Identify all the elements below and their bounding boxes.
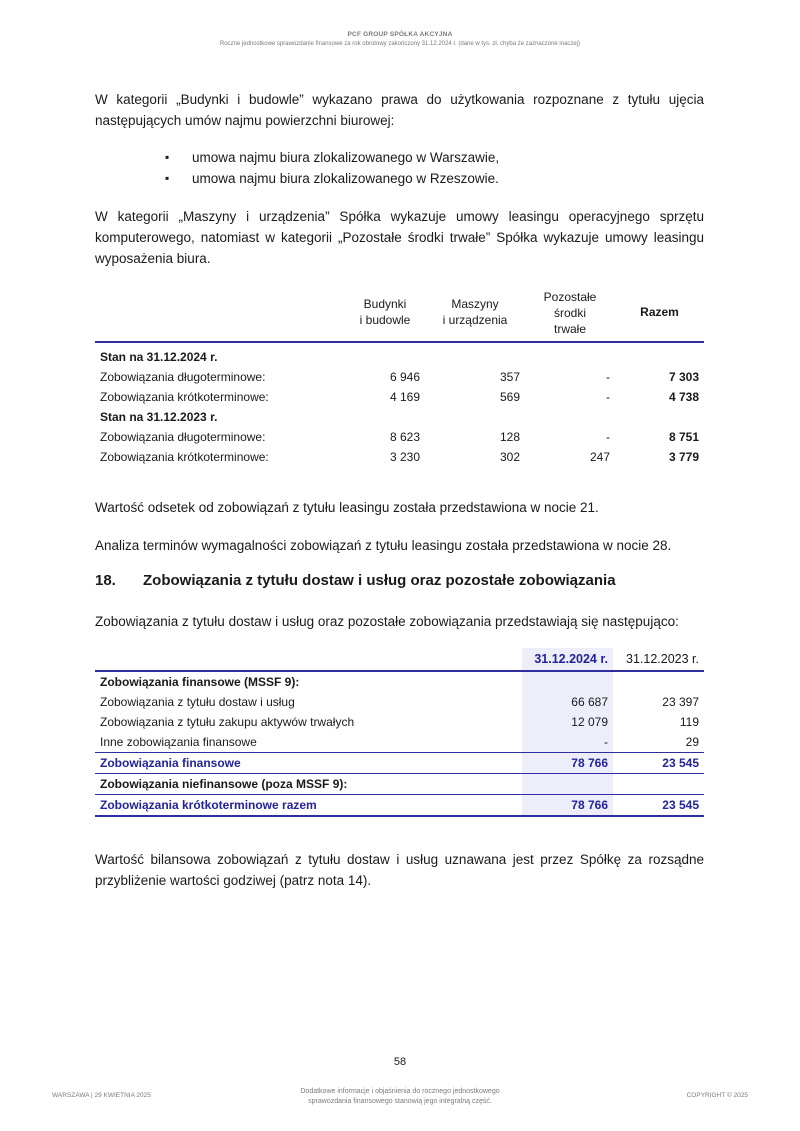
table-group-title: Zobowiązania niefinansowe (poza MSSF 9): — [95, 774, 704, 795]
list-item: ▪ umowa najmu biura zlokalizowanego w Rzeszowie. — [165, 168, 499, 189]
paragraph-maturity-note: Analiza terminów wymagalności zobowiązań z tytułu leasingu została przedstawiona w nocie 28. — [95, 538, 672, 553]
table-row: Zobowiązania z tytułu zakupu aktywów trwałych 12 079 119 — [95, 712, 704, 732]
footer-left: WARSZAWA | 29 KWIETNIA 2025 — [52, 1092, 151, 1099]
lease-liabilities-table — [95, 287, 704, 467]
paragraph-payables-intro: Zobowiązania z tytułu dostaw i usług oraz pozostałe zobowiązania przedstawiają się następująco: — [95, 614, 679, 629]
table-row: Zobowiązania długoterminowe: 6 946 357 - 7 303 — [100, 370, 699, 384]
table-section-title: Stan na 31.12.2023 r. — [100, 410, 218, 424]
col-2023: 31.12.2023 r. — [613, 648, 704, 671]
header-company: PCF GROUP SPÓŁKA AKCYJNA — [347, 31, 453, 38]
office-lease-list — [165, 147, 499, 189]
paragraph-machines: W kategorii „Maszyny i urządzenia” Spółka wykazuje umowy leasingu operacyjnego sprzętu komputerowego, natomiast w kategorii „Pozostałe środki trwałe” Spółka wykazuje umowy leasingu wyposażenia biura. — [95, 209, 704, 266]
paragraph-fair-value: Wartość bilansowa zobowiązań z tytułu dostaw i usług uznawana jest przez Spółkę za rozsądne przybliżenie wartości godziwej (patrz nota 14). — [95, 852, 704, 888]
footer-middle: Dodatkowe informacje i objaśnienia do rocznego jednostkowego sprawozdania finansowego stanowią jego integralną część. — [300, 1088, 500, 1105]
section-heading — [95, 572, 616, 589]
table-row: Zobowiązania krótkoterminowe: 3 230 302 247 3 779 — [100, 450, 699, 464]
list-item: ▪ umowa najmu biura zlokalizowanego w Warszawie, — [165, 147, 499, 168]
table-row: Zobowiązania długoterminowe: 8 623 128 - 8 751 — [100, 430, 699, 444]
table-row: Zobowiązania krótkoterminowe: 4 169 569 - 4 738 — [100, 390, 699, 404]
table-header-row — [95, 287, 704, 342]
col-buildings: Budynki i budowle — [359, 297, 411, 327]
table-group-title: Zobowiązania finansowe (MSSF 9): — [95, 671, 704, 692]
footer-right: COPYRIGHT © 2025 — [686, 1092, 748, 1099]
page-number: 58 — [393, 1056, 407, 1068]
header-subtitle: Roczne jednostkowe sprawozdanie finansowe za rok obrotowy zakończony 31.12.2024 r. (dane w tys. zł, chyba że zaznaczone inaczej) — [219, 41, 581, 47]
table-row: Zobowiązania z tytułu dostaw i usług 66 687 23 397 — [95, 692, 704, 712]
table-section-title: Stan na 31.12.2024 r. — [100, 350, 218, 364]
col-total: Razem — [640, 305, 679, 319]
section-number: 18. — [95, 572, 116, 589]
col-other-assets: Pozostałe środki trwałe — [543, 290, 597, 336]
table-total-row: Zobowiązania krótkoterminowe razem 78 766 23 545 — [95, 795, 704, 817]
payables-table — [95, 648, 704, 817]
paragraph-interest-note: Wartość odsetek od zobowiązań z tytułu leasingu została przedstawiona w nocie 21. — [95, 500, 599, 515]
table-header-row — [95, 648, 704, 671]
section-title: Zobowiązania z tytułu dostaw i usług oraz pozostałe zobowiązania — [143, 572, 616, 589]
table-row: Inne zobowiązania finansowe - 29 — [95, 732, 704, 753]
col-machines: Maszyny i urządzenia — [442, 297, 508, 327]
table-subtotal-row: Zobowiązania finansowe 78 766 23 545 — [95, 753, 704, 774]
paragraph-buildings: W kategorii „Budynki i budowle” wykazano prawa do użytkowania rozpoznane z tytułu ujęcia następujących umów najmu powierzchni biurowej: — [95, 92, 704, 128]
col-2024: 31.12.2024 r. — [522, 648, 613, 671]
